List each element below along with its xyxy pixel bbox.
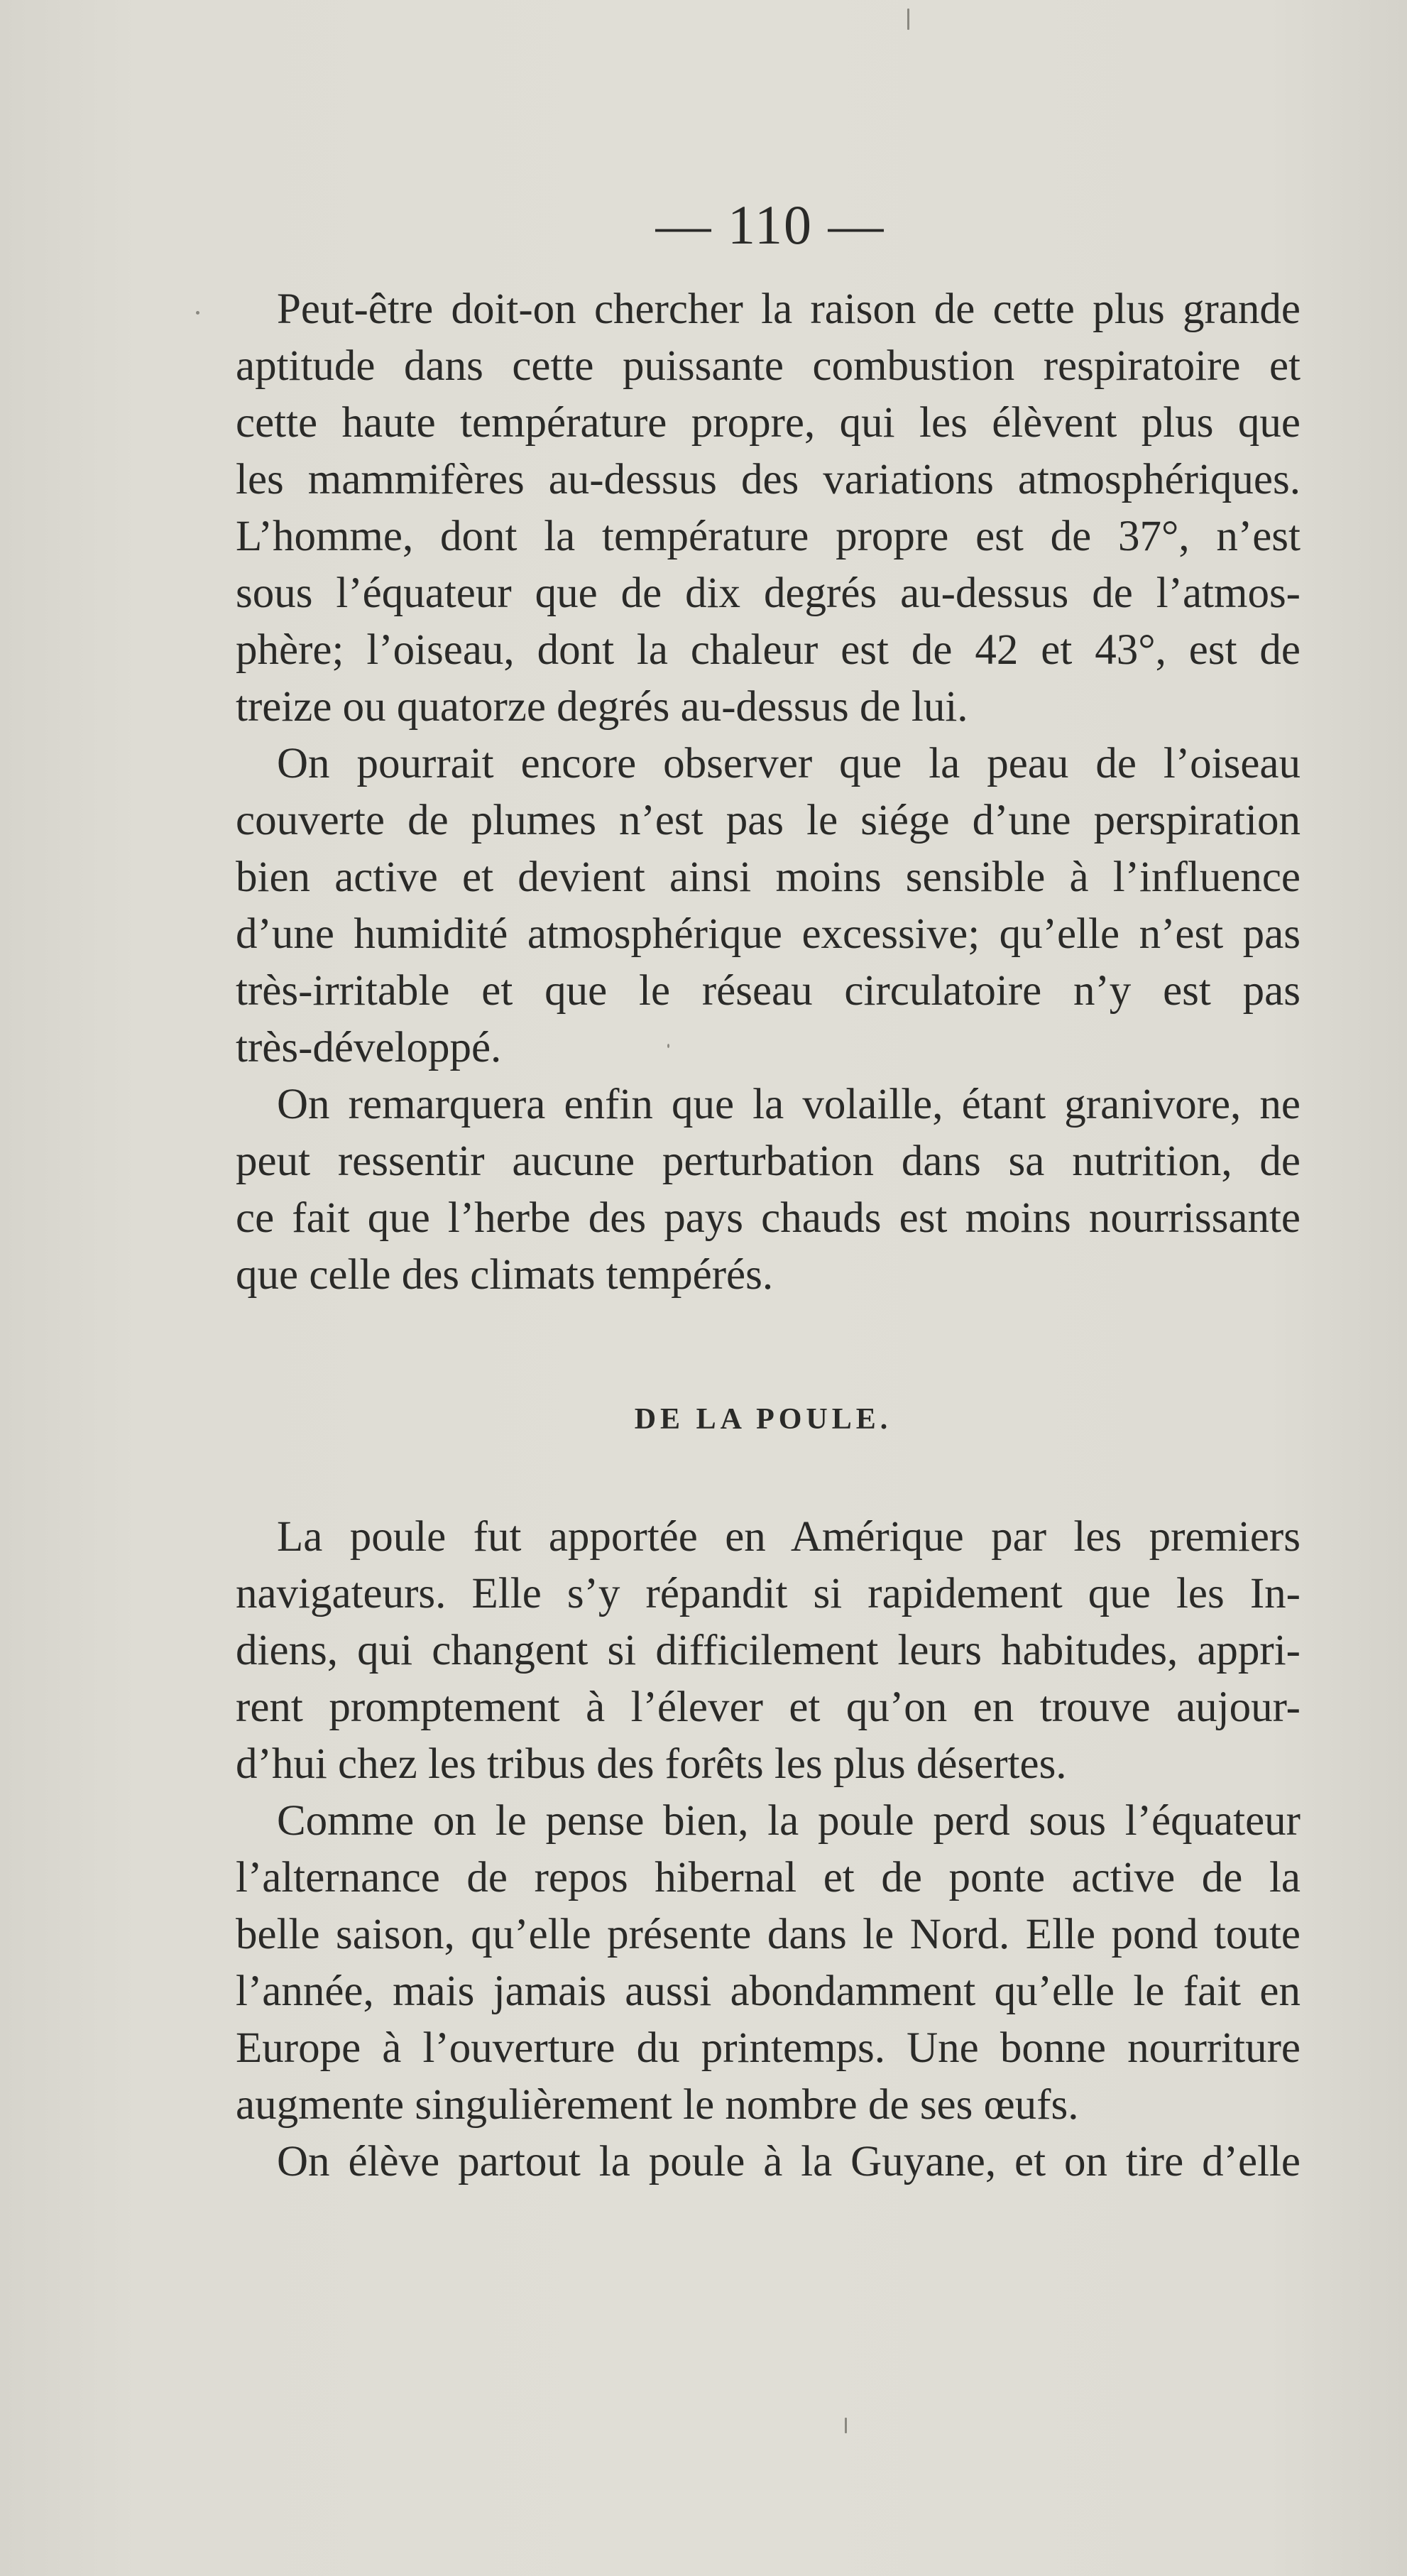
text-line: Peut-être doit-on chercher la raison de cette plus grande — [277, 285, 1301, 333]
text-line: La poule fut apportée en Amérique par les premiers — [277, 1513, 1301, 1561]
paper-speck — [196, 311, 199, 315]
text-line: augmente singulièrement le nombre de ses œufs. — [236, 2081, 1079, 2129]
text-line: On élève partout la poule à la Guyane, et on tire d’elle — [277, 2138, 1301, 2185]
text-line: ce fait que l’herbe des pays chauds est moins nourrissante — [236, 1194, 1301, 1242]
page-number: — 110 — — [655, 194, 885, 256]
text-line: treize ou quatorze degrés au-dessus de lui. — [236, 683, 968, 731]
text-line: navigateurs. Elle s’y répandit si rapidement que les In- — [236, 1570, 1301, 1617]
text-line: diens, qui changent si difficilement leurs habitudes, appri- — [236, 1627, 1301, 1674]
text-line: les mammifères au-dessus des variations atmosphériques. — [236, 456, 1301, 503]
paper-speck — [667, 1044, 669, 1048]
text-line: rent promptement à l’élever et qu’on en trouve aujour- — [236, 1683, 1301, 1731]
text-block-climate — [236, 281, 1301, 1304]
text-line: phère; l’oiseau, dont la chaleur est de 42 et 43°, est de — [236, 626, 1301, 674]
text-line: que celle des climats tempérés. — [236, 1251, 774, 1299]
text-line: bien active et devient ainsi moins sensible à l’influence — [236, 853, 1301, 901]
text-line: d’hui chez les tribus des forêts les plus désertes. — [236, 1740, 1067, 1788]
text-line: On pourrait encore observer que la peau de l’oiseau — [277, 740, 1301, 787]
text-line: l’année, mais jamais aussi abondamment qu’elle le fait en — [236, 1968, 1301, 2015]
text-line: très-développé. — [236, 1024, 502, 1071]
text-line: l’alternance de repos hibernal et de ponte active de la — [236, 1854, 1301, 1901]
paper-speck — [845, 2418, 847, 2433]
text-line: L’homme, dont la température propre est de 37°, n’est — [236, 513, 1301, 560]
text-line: sous l’équateur que de dix degrés au-dessus de l’atmos- — [236, 569, 1301, 617]
text-line: d’une humidité atmosphérique excessive; qu’elle n’est pas — [236, 910, 1301, 958]
text-line: On remarquera enfin que la volaille, étant granivore, ne — [277, 1081, 1301, 1128]
text-block-poule — [236, 1509, 1301, 2190]
text-line: peut ressentir aucune perturbation dans sa nutrition, de — [236, 1137, 1301, 1185]
text-line: Comme on le pense bien, la poule perd sous l’équateur — [277, 1797, 1301, 1845]
section-title: DE LA POULE. — [634, 1403, 892, 1436]
text-line: aptitude dans cette puissante combustion respiratoire et — [236, 342, 1301, 390]
text-line: Europe à l’ouverture du printemps. Une bonne nourriture — [236, 2024, 1301, 2072]
text-line: belle saison, qu’elle présente dans le Nord. Elle pond toute — [236, 1911, 1301, 1958]
text-line: couverte de plumes n’est pas le siége d’une perspiration — [236, 797, 1301, 844]
text-line: cette haute température propre, qui les élèvent plus que — [236, 399, 1301, 447]
text-line: très-irritable et que le réseau circulatoire n’y est pas — [236, 967, 1301, 1015]
paper-speck — [907, 9, 909, 30]
